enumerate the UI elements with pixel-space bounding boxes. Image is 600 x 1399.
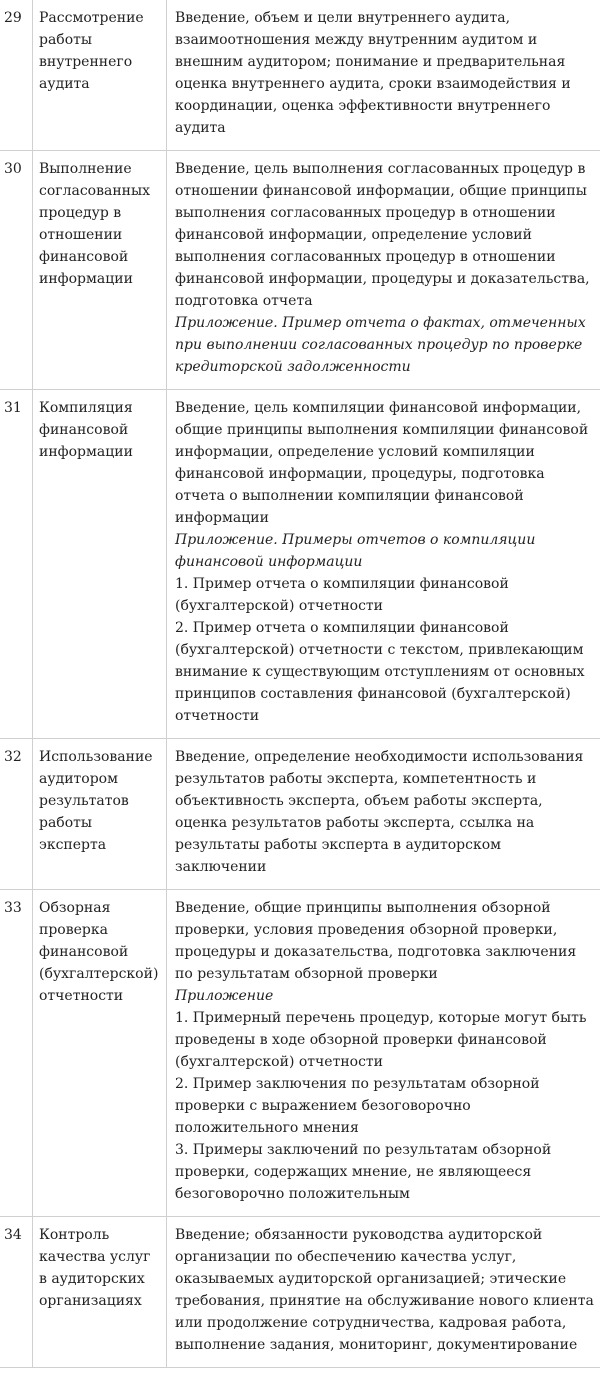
appendix-item: 1. Пример отчета о компиляции финансовой (бухгалтерской) отчетности <box>175 576 509 614</box>
standard-description <box>167 151 600 390</box>
description-paragraph: Введение, объем и цели внутреннего аудита, взаимоотношения между внутренним аудитом и внешним аудитором; понимание и предварительная оценка внутреннего аудита, сроки взаимодействия и координации, оценка эффективности внутреннего аудита <box>175 10 571 136</box>
appendix-item: 1. Примерный перечень процедур, которые могут быть проведены в ходе обзорной проверки финансовой (бухгалтерской) отчетности <box>175 1010 587 1070</box>
table-row-34 <box>0 1217 600 1368</box>
standard-description <box>167 390 600 739</box>
standard-title: Обзорная проверка финансовой (бухгалтерской) отчетности <box>33 890 167 1217</box>
appendix-paragraph: Приложение. Примеры отчетов о компиляции финансовой информации <box>175 532 536 570</box>
description-paragraph: Введение; обязанности руководства аудиторской организации по обеспечению качества услуг, оказываемых аудиторской организацией; этические требования, принятие на обслуживание нового клиента или продолжение сотрудничества, кадровая работа, выполнение задания, мониторинг, документирование <box>175 1227 594 1353</box>
standard-title: Использование аудитором результатов работы эксперта <box>33 739 167 890</box>
standard-title: Выполнение согласованных процедур в отношении финансовой информации <box>33 151 167 390</box>
row-number: 32 <box>0 739 33 890</box>
row-number: 34 <box>0 1217 33 1368</box>
appendix-heading: Приложение <box>175 988 274 1004</box>
row-number: 30 <box>0 151 33 390</box>
table-row-29 <box>0 0 600 151</box>
description-paragraph: Введение, цель выполнения согласованных процедур в отношении финансовой информации, общие принципы выполнения согласованных процедур в отношении финансовой информации, определение условий выполнения согласованных процедур в отношении финансовой информации, процедуры и доказательства, подготовка отчета <box>175 161 590 309</box>
row-number: 29 <box>0 0 33 151</box>
table-row-33 <box>0 890 600 1217</box>
table-row-30 <box>0 151 600 390</box>
appendix-paragraph: Приложение. Пример отчета о фактах, отмеченных при выполнении согласованных процедур по проверке кредиторской задолженности <box>175 315 586 375</box>
standard-title: Компиляция финансовой информации <box>33 390 167 739</box>
standard-description <box>167 890 600 1217</box>
standard-title: Контроль качества услуг в аудиторских организациях <box>33 1217 167 1368</box>
standard-description <box>167 1217 600 1368</box>
standard-description <box>167 739 600 890</box>
appendix-item: 3. Примеры заключений по результатам обзорной проверки, содержащих мнение, не являющееся безоговорочно положительным <box>175 1142 552 1202</box>
table-row-32 <box>0 739 600 890</box>
description-paragraph: Введение, цель компиляции финансовой информации, общие принципы выполнения компиляции финансовой информации, определение условий компиляции финансовой информации, процедуры, подготовка отчета о выполнении компиляции финансовой информации <box>175 400 589 526</box>
row-number: 33 <box>0 890 33 1217</box>
appendix-item: 2. Пример заключения по результатам обзорной проверки с выражением безоговорочно положительного мнения <box>175 1076 540 1136</box>
description-paragraph: Введение, определение необходимости использования результатов работы эксперта, компетентность и объективность эксперта, объем работы эксперта, оценка результатов работы эксперта, ссылка на результаты работы эксперта в аудиторском заключении <box>175 749 584 875</box>
row-number: 31 <box>0 390 33 739</box>
standard-title: Рассмотрение работы внутреннего аудита <box>33 0 167 151</box>
appendix-item: 2. Пример отчета о компиляции финансовой (бухгалтерской) отчетности с текстом, привлекающим внимание к существующим отступлениям от основных принципов составления финансовой (бухгалтерской) отчетности <box>175 620 585 724</box>
description-paragraph: Введение, общие принципы выполнения обзорной проверки, условия проведения обзорной проверки, процедуры и доказательства, подготовка заключения по результатам обзорной проверки <box>175 900 577 982</box>
standard-description <box>167 0 600 151</box>
table-row-31 <box>0 390 600 739</box>
